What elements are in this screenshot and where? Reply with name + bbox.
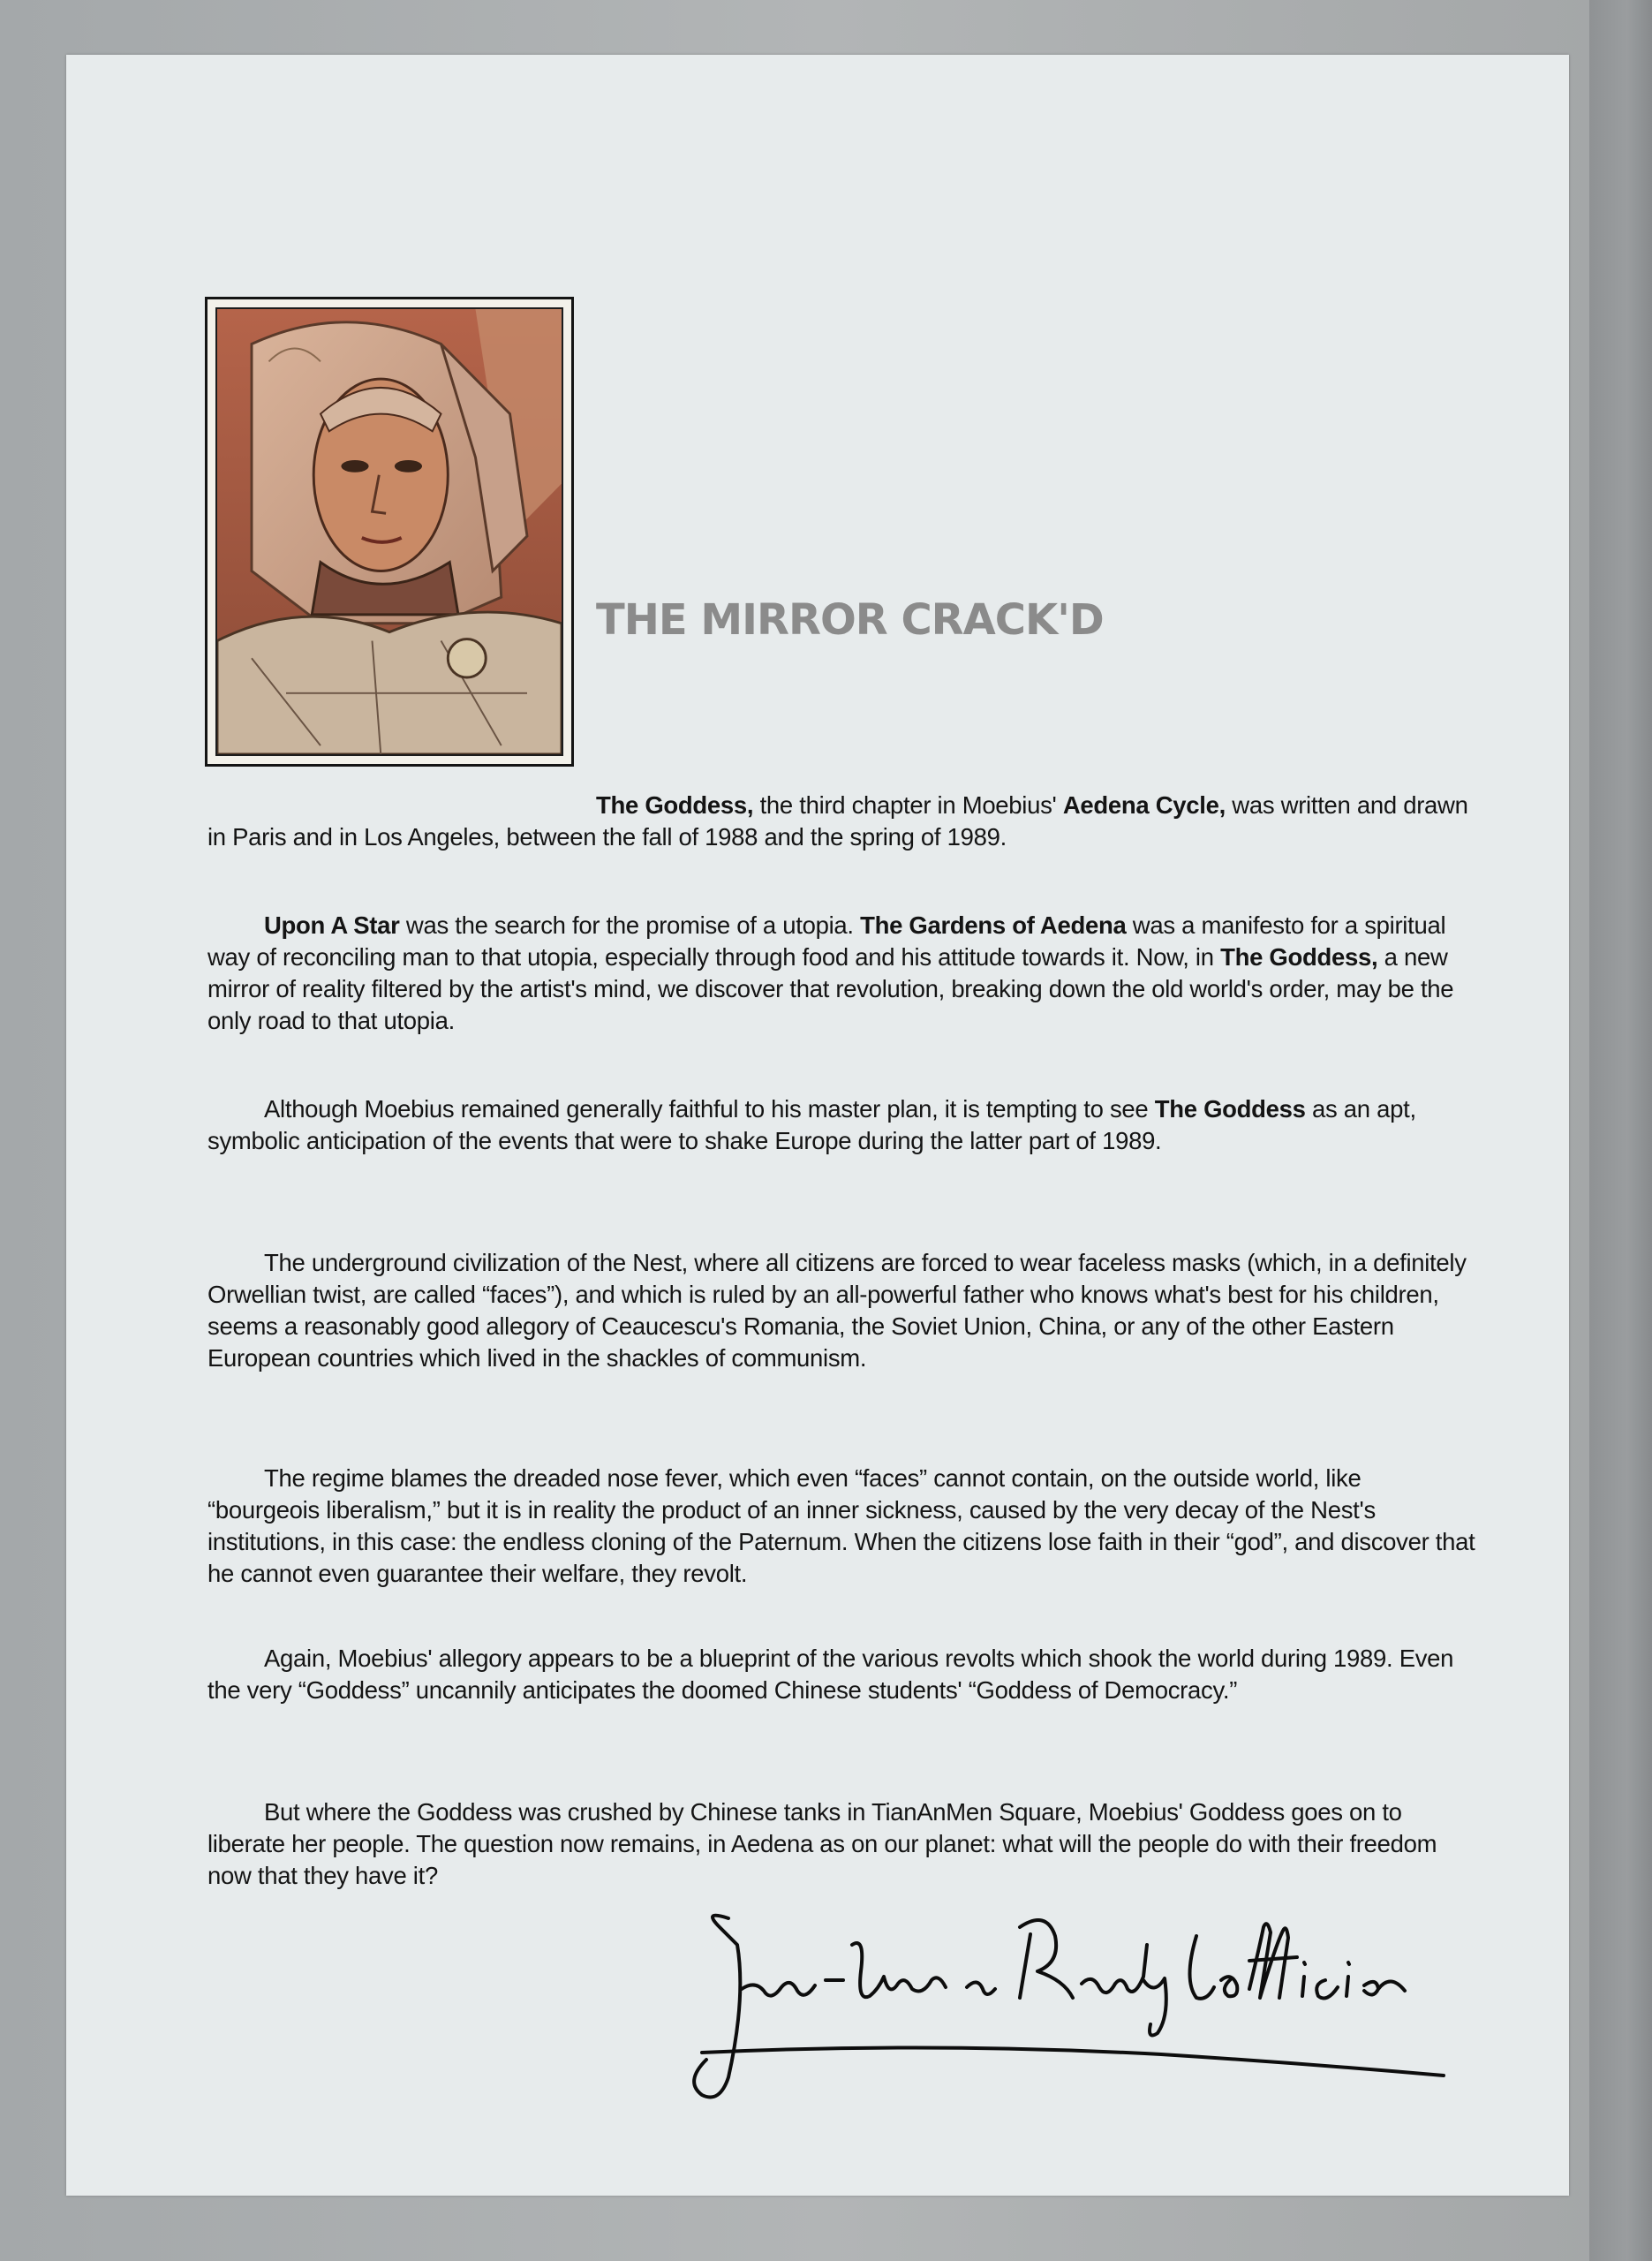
- paragraph-text: [207, 1643, 1479, 1706]
- body-text: a new mirror of reality filtered by the artist's mind, we discover that revolution, breaking down the old world's order, may be the only road to that utopia.: [207, 943, 1454, 1034]
- facing-page-edge: [1589, 0, 1652, 2261]
- bold-title-text: The Goddess: [1154, 1095, 1306, 1123]
- body-text: the third chapter in Moebius': [753, 791, 1063, 819]
- body-text: But where the Goddess was crushed by Chinese tanks in TianAnMen Square, Moebius' Goddess goes on to liberate her people. The question now remains, in Aedena as on our planet: what will the people do with their freedom now that they have it?: [207, 1798, 1437, 1889]
- bold-title-text: The Goddess,: [1220, 943, 1378, 971]
- paragraph-7: [207, 1796, 1479, 1892]
- paragraph-text: [207, 790, 1479, 853]
- signature-icon: [667, 1892, 1461, 2113]
- bold-title-text: The Gardens of Aedena: [860, 911, 1127, 939]
- document-page: [66, 55, 1569, 2196]
- body-text: Although Moebius remained generally faithful to his master plan, it is tempting to see: [264, 1095, 1155, 1123]
- paragraph-6: [207, 1643, 1479, 1706]
- paragraph-text: [207, 1796, 1479, 1892]
- body-text: Again, Moebius' allegory appears to be a blueprint of the various revolts which shook the world during 1989. Even the very “Goddess” uncannily anticipates the doomed Chinese students' “Goddess of Democracy.”: [207, 1645, 1454, 1704]
- goddess-portrait-illustration: [205, 297, 574, 767]
- body-text: The underground civilization of the Nest, where all citizens are forced to wear faceless masks (which, in a definitely Orwellian twist, are called “faces”), and which is ruled by an all-powerful father who knows what's best for his children, seems a reasonably good allegory of Ceaucescu's Romania, the Soviet Union, China, or any of the other Eastern European countries which lived in the shackles of communism.: [207, 1249, 1467, 1372]
- bold-title-text: Upon A Star: [264, 911, 400, 939]
- paragraph-text: [207, 910, 1479, 1037]
- body-text: was the search for the promise of a utopia.: [399, 911, 861, 939]
- body-text: as an apt, symbolic anticipation of the events that were to shake Europe during the latter part of 1989.: [207, 1095, 1416, 1154]
- paragraph-4: [207, 1247, 1479, 1374]
- body-text: The regime blames the dreaded nose fever, which even “faces” cannot contain, on the outside world, like “bourgeois liberalism,” but it is in reality the product of an inner sickness, caused by the very decay of the Nest's institutions, in this case: the endless cloning of the Paternum. When the citizens lose faith in their “god”, and discover that he cannot even guarantee their welfare, they revolt.: [207, 1464, 1475, 1587]
- bold-title-text: The Goddess,: [596, 791, 754, 819]
- paragraph-2: [207, 910, 1479, 1037]
- body-text: was a manifesto for a spiritual way of reconciling man to that utopia, especially through food and his attitude towards it. Now, in: [207, 911, 1446, 971]
- page-title: THE MIRROR CRACK'D: [596, 595, 1104, 645]
- illustration-frame: [215, 307, 563, 756]
- handwritten-signature: [667, 1892, 1461, 2113]
- bold-title-text: Aedena Cycle,: [1062, 791, 1226, 819]
- paragraph-text: [207, 1247, 1479, 1374]
- goddess-portrait-icon: [217, 309, 562, 754]
- paragraph-1: [207, 790, 1479, 853]
- paragraph-5: [207, 1463, 1479, 1590]
- paragraph-3: [207, 1093, 1479, 1157]
- body-text: was written and drawn in Paris and in Los Angeles, between the fall of 1988 and the spring of 1989.: [207, 791, 1468, 851]
- paragraph-text: [207, 1463, 1479, 1590]
- paragraph-text: [207, 1093, 1479, 1157]
